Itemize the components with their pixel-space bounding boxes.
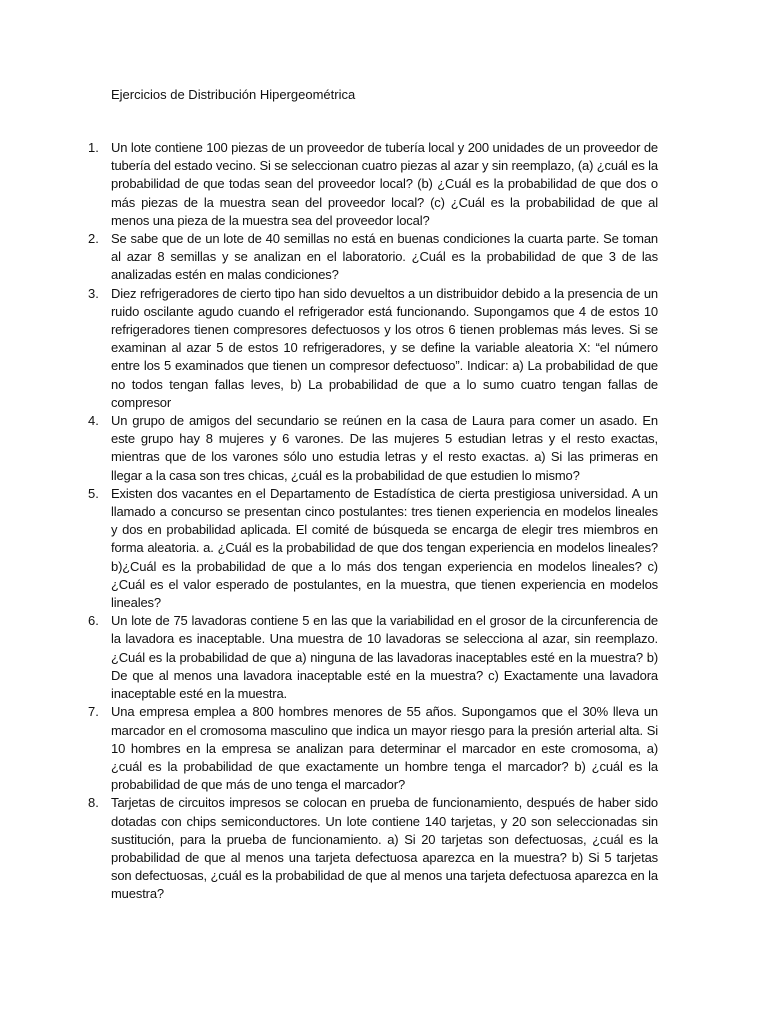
exercise-text: Existen dos vacantes en el Departamento de Estadística de cierta prestigiosa universidad. A un llamado a concurso se presentan cinco postulantes: tres tienen experiencia en modelos lineales y dos en probabilidad aplicada. El comité de búsqueda se encarga de elegir tres miembros en forma aleatoria. a. ¿Cuál es la probabilidad de que dos tengan experiencia en modelos lineales? b)¿Cuál es la probabilidad de que a lo más dos tengan experiencia en modelos lineales? c) ¿Cuál es el valor esperado de postulantes, en la muestra, que tienen experiencia en modelos lineales? bbox=[111, 485, 658, 611]
document-title: Ejercicios de Distribución Hipergeométrica bbox=[111, 87, 356, 102]
exercise-number: 8. bbox=[88, 795, 99, 811]
exercise-text: Diez refrigeradores de cierto tipo han sido devueltos a un distribuidor debido a la presencia de un ruido oscilante agudo cuando el refrigerador está funcionando. Supongamos que 4 de estos 10 refrigeradores tienen compresores defectuosos y los otros 6 tienen problemas más leves. Si se examinan al azar 5 de estos 10 refrigeradores, y se define la variable aleatoria X: “el número entre los 5 examinados que tienen un compresor defectuoso”. Indicar: a) La probabilidad de que no todos tengan fallas leves, b) La probabilidad de que a lo sumo cuatro tengan fallas de compresor bbox=[111, 285, 658, 410]
exercise-list bbox=[0, 139, 768, 904]
exercise-item bbox=[0, 794, 658, 903]
exercise-number: 2. bbox=[88, 231, 99, 247]
exercise-item bbox=[0, 485, 658, 612]
exercise-text: Un lote de 75 lavadoras contiene 5 en las que la variabilidad en el grosor de la circunferencia de la lavadora es inaceptable. Una muestra de 10 lavadoras se selecciona al azar, sin reemplazo. ¿Cuál es la probabilidad de que a) ninguna de las lavadoras inaceptables esté en la muestra? b) De que al menos una lavadora inaceptable esté en la muestra? c) Exactamente una lavadora inaceptable esté en la muestra. bbox=[111, 613, 658, 702]
exercise-number: 1. bbox=[88, 140, 99, 155]
exercise-text: Un grupo de amigos del secundario se reúnen en la casa de Laura para comer un asado. En este grupo hay 8 mujeres y 6 varones. De las mujeres 5 estudian letras y el resto exactas, mientras que de los varones sólo uno estudia letras y el resto exactas. a) Si las primeras en llegar a la casa son tres chicas, ¿cuál es la probabilidad de que estudien lo mismo? bbox=[111, 413, 658, 483]
exercise-item bbox=[0, 412, 658, 485]
exercise-item bbox=[0, 230, 658, 285]
exercise-text: Tarjetas de circuitos impresos se colocan en prueba de funcionamiento, después de haber sido dotadas con chips semiconductores. Un lote contiene 140 tarjetas, y 20 son seleccionadas sin sustitución, para la prueba de funcionamiento. a) Si 20 tarjetas son defectuosas, ¿cuál es la probabilidad de que al menos una tarjeta defectuosa aparezca en la muestra? b) Si 5 tarjetas son defectuosas, ¿cuál es la probabilidad de que al menos una tarjeta defectuosa aparezca en la muestra? bbox=[111, 795, 658, 902]
exercise-text: Se sabe que de un lote de 40 semillas no está en buenas condiciones la cuarta parte. Se toman al azar 8 semillas y se analizan en el laboratorio. ¿Cuál es la probabilidad de que 3 de las analizadas estén en malas condiciones? bbox=[111, 231, 658, 283]
exercise-number: 6. bbox=[88, 613, 99, 629]
exercise-number: 3. bbox=[88, 285, 99, 301]
exercise-item bbox=[0, 703, 658, 794]
exercise-number: 4. bbox=[88, 413, 99, 429]
exercise-text: Un lote contiene 100 piezas de un proveedor de tubería local y 200 unidades de un proveedor de tubería del estado vecino. Si se seleccionan cuatro piezas al azar y sin reemplazo, (a) ¿cuál es la probabilidad de que todas sean del proveedor local? (b) ¿Cuál es la probabilidad de que dos o más piezas de la muestra sean del proveedor local? (c) ¿Cuál es la probabilidad de que al menos una pieza de la muestra sea del proveedor local? bbox=[111, 140, 658, 228]
exercise-item bbox=[0, 612, 658, 703]
exercise-item bbox=[0, 139, 658, 230]
exercise-text: Una empresa emplea a 800 hombres menores de 55 años. Supongamos que el 30% lleva un marcador en el cromosoma masculino que indica un mayor riesgo para la presión arterial alta. Si 10 hombres en la empresa se analizan para determinar el marcador en este cromosoma, a) ¿cuál es la probabilidad de que exactamente un hombre tenga el marcador? b) ¿cuál es la probabilidad de que más de uno tenga el marcador? bbox=[111, 704, 658, 793]
exercise-number: 7. bbox=[88, 704, 99, 720]
exercise-item bbox=[0, 285, 658, 412]
exercise-number: 5. bbox=[88, 485, 99, 501]
